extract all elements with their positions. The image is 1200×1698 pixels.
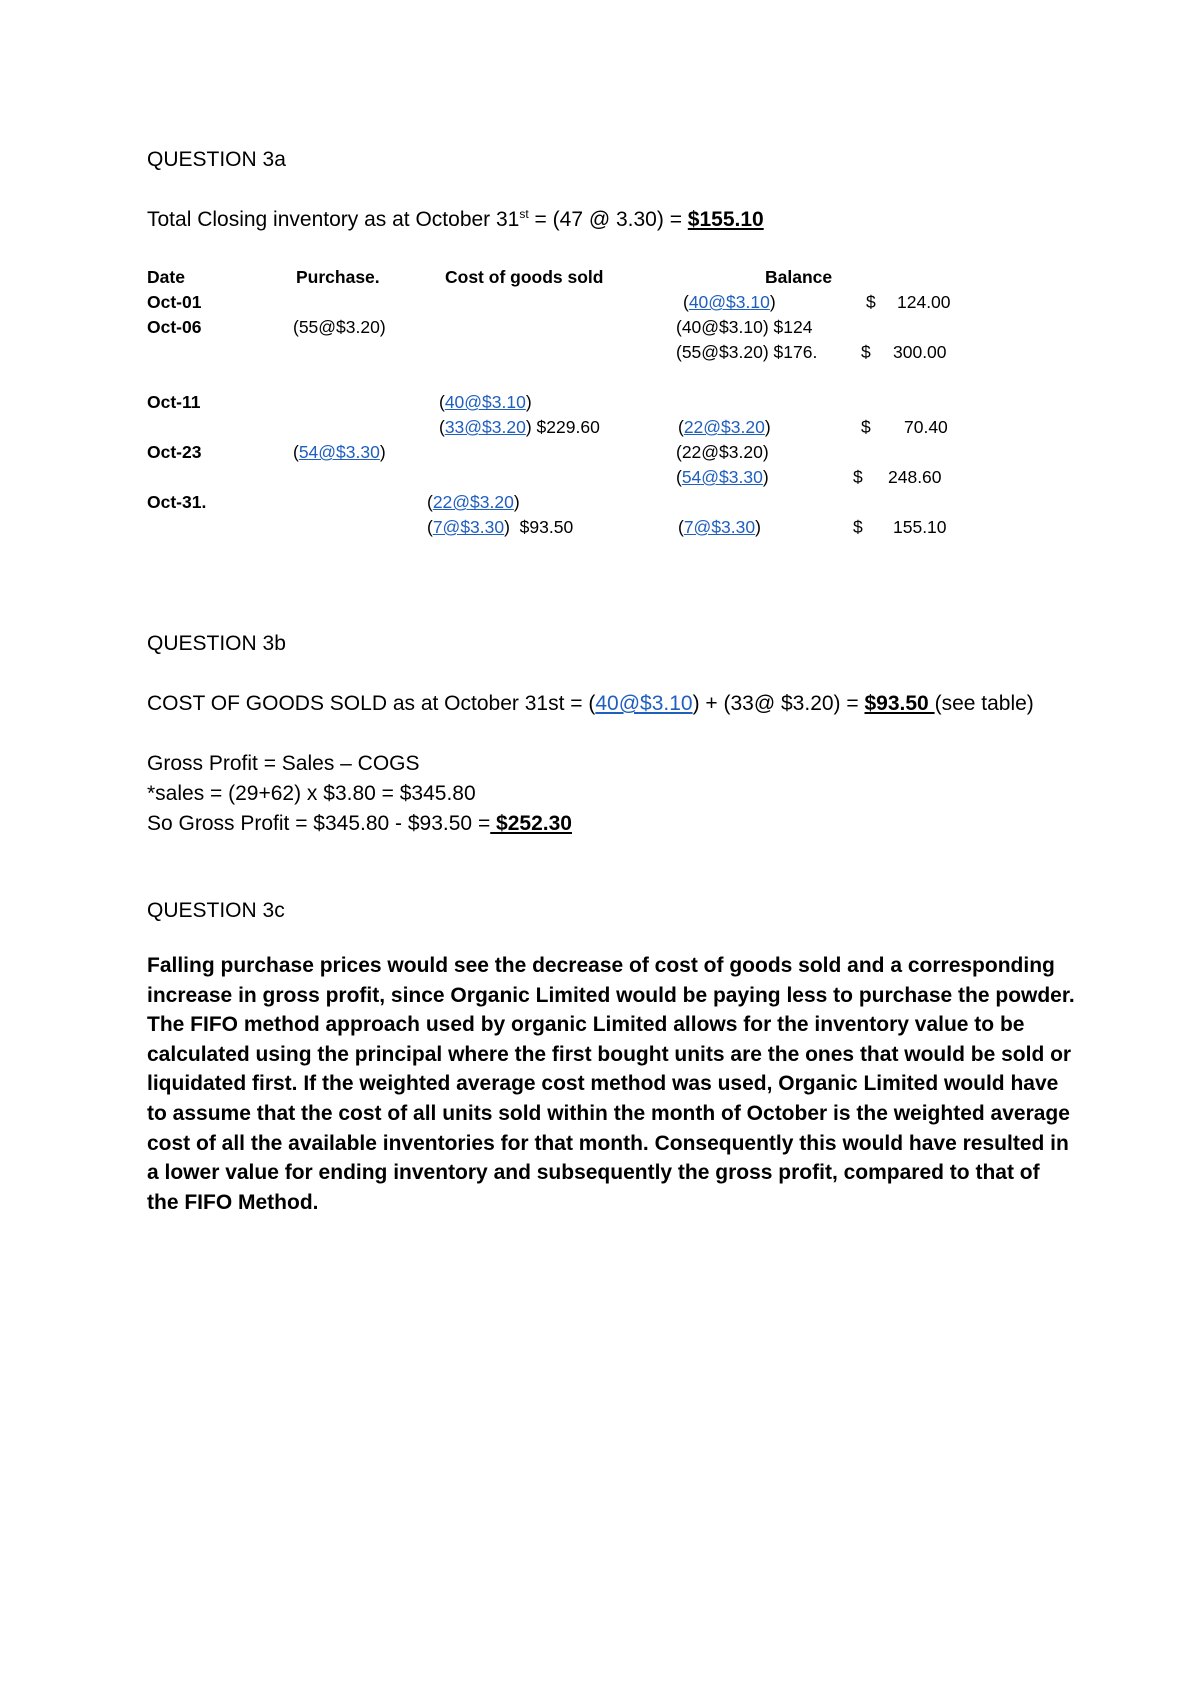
paragraph-line: Falling purchase prices would see the decrease of cost of goods sold and a corresponding xyxy=(147,954,1055,977)
row-oct11-cogs-1: (40@$3.10) xyxy=(439,392,532,412)
row-oct23-currency: $ xyxy=(853,467,863,487)
paragraph-line: the FIFO Method. xyxy=(147,1190,319,1214)
heading-question-3b: QUESTION 3b xyxy=(147,632,286,655)
row-oct31-cogs-1: (22@$3.20) xyxy=(427,492,520,512)
link-cogs-formula[interactable]: 40@$3.10 xyxy=(595,692,693,715)
row-oct06-amount: 300.00 xyxy=(893,342,947,362)
row-oct23-balance-1: (22@$3.20) xyxy=(676,442,769,462)
table-header-balance: Balance xyxy=(765,267,833,287)
gross-profit-total: $252.30 xyxy=(490,812,572,835)
row-oct23-date: Oct-23 xyxy=(147,442,202,462)
sales-calculation: *sales = (29+62) x $3.80 = $345.80 xyxy=(147,782,476,805)
row-oct31-amount: 155.10 xyxy=(893,517,947,537)
row-oct01-date: Oct-01 xyxy=(147,292,202,312)
cogs-formula: ) + (33@ $3.20) = xyxy=(692,692,865,715)
paragraph-line: liquidated first. If the weighted average cost method was used, Organic Limited would have xyxy=(147,1072,1059,1096)
cogs-text: COST OF GOODS SOLD as at October 31st = ( xyxy=(147,692,596,715)
row-oct06-currency: $ xyxy=(861,342,871,362)
cogs-note: (see table) xyxy=(934,692,1034,715)
gross-profit-text: So Gross Profit = $345.80 - $93.50 = xyxy=(147,812,491,835)
row-oct23-balance-2: (54@$3.30) xyxy=(676,467,769,487)
link-balance[interactable]: 22@$3.20 xyxy=(683,417,765,437)
link-balance[interactable]: 7@$3.30 xyxy=(683,517,756,537)
row-oct23-purchase: (54@$3.30) xyxy=(293,442,386,462)
link-cogs[interactable]: 40@$3.10 xyxy=(444,392,526,412)
row-oct06-date: Oct-06 xyxy=(147,317,202,337)
row-oct11-amount: 70.40 xyxy=(904,417,948,437)
cogs-amount: $229.60 xyxy=(531,417,600,437)
row-oct31-currency: $ xyxy=(853,517,863,537)
row-oct31-date: Oct-31. xyxy=(147,492,207,512)
link-cogs[interactable]: 22@$3.20 xyxy=(432,492,514,512)
link-purchase[interactable]: 54@$3.30 xyxy=(298,442,380,462)
row-oct01-amount: 124.00 xyxy=(897,292,951,312)
row-oct11-currency: $ xyxy=(861,417,871,437)
row-oct11-date: Oct-11 xyxy=(147,392,201,412)
paragraph-line: The FIFO method approach used by organic Limited allows for the inventory value to be xyxy=(147,1013,1025,1037)
row-oct01-balance: (40@$3.10) xyxy=(683,292,776,312)
link-cogs[interactable]: 33@$3.20 xyxy=(444,417,526,437)
row-oct11-cogs-2: (33@$3.20) $229.60 xyxy=(439,417,600,437)
row-oct01-currency: $ xyxy=(866,292,876,312)
row-oct31-cogs-2: (7@$3.30) $93.50 xyxy=(427,517,574,537)
paragraph-line: to assume that the cost of all units sold within the month of October is the weighted average xyxy=(147,1101,1070,1125)
row-oct31-balance: (7@$3.30) xyxy=(678,517,761,537)
ordinal-suffix: st xyxy=(519,207,529,221)
link-cogs[interactable]: 7@$3.30 xyxy=(432,517,505,537)
row-oct06-balance-1: (40@$3.10) $124 xyxy=(676,317,813,337)
closing-inventory-line xyxy=(147,208,764,232)
row-oct06-balance-2: (55@$3.20) $176. xyxy=(676,342,818,362)
gross-profit-line xyxy=(147,812,572,836)
heading-question-3a: QUESTION 3a xyxy=(147,148,286,171)
paragraph-line: cost of all the available inventories for that month. Consequently this would have resulted in xyxy=(147,1131,1069,1155)
cogs-line xyxy=(147,692,1034,716)
table-header-cogs: Cost of goods sold xyxy=(445,267,604,287)
link-balance[interactable]: 40@$3.10 xyxy=(688,292,770,312)
paragraph-line: a lower value for ending inventory and subsequently the gross profit, compared to that of xyxy=(147,1161,1040,1185)
gross-profit-formula: Gross Profit = Sales – COGS xyxy=(147,752,420,775)
table-header-purchase: Purchase. xyxy=(296,267,380,287)
paragraph-line: calculated using the principal where the first bought units are the ones that would be sold or xyxy=(147,1042,1072,1066)
row-oct11-balance: (22@$3.20) xyxy=(678,417,771,437)
cogs-total: $93.50 xyxy=(864,692,935,715)
heading-question-3c: QUESTION 3c xyxy=(147,899,285,922)
table-header-date: Date xyxy=(147,267,185,287)
question-3c-answer xyxy=(147,951,1077,1217)
paragraph-line: increase in gross profit, since Organic Limited would be paying less to purchase the powder. xyxy=(147,983,1075,1007)
row-oct06-purchase: (55@$3.20) xyxy=(293,317,386,337)
closing-inventory-text: Total Closing inventory as at October 31 xyxy=(147,208,520,231)
link-balance[interactable]: 54@$3.30 xyxy=(681,467,763,487)
closing-inventory-total: $155.10 xyxy=(687,208,764,231)
row-oct23-amount: 248.60 xyxy=(888,467,942,487)
cogs-amount: $93.50 xyxy=(509,517,574,537)
closing-inventory-formula: = (47 @ 3.30) = xyxy=(528,208,688,231)
